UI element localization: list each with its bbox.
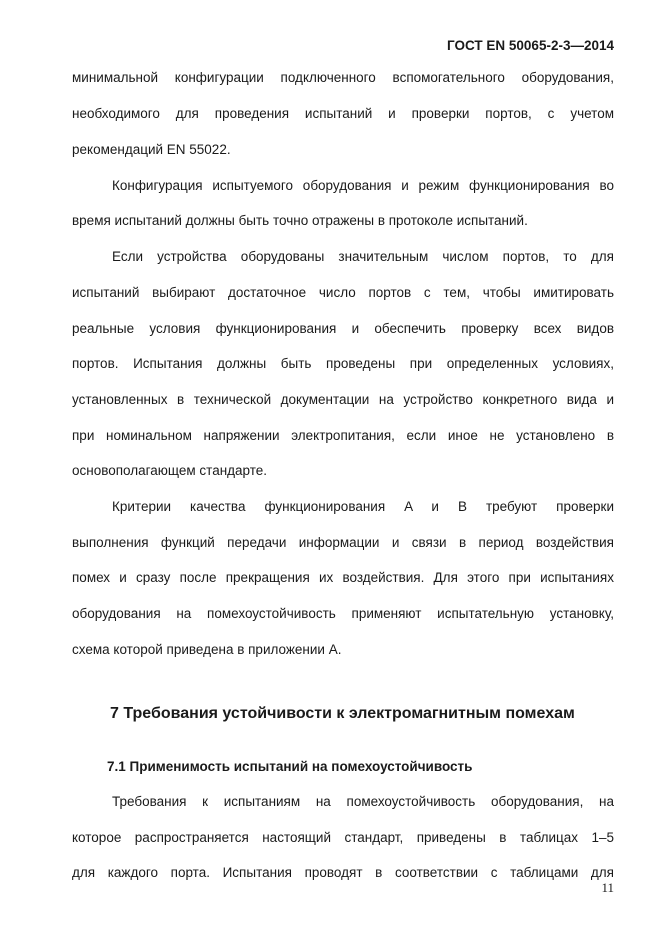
text-line: основополагающем стандарте. bbox=[72, 463, 268, 478]
text-line: при номинальном напряжении электропитания, если иное не установлено в bbox=[72, 428, 614, 443]
text-line: установленных в технической документации на устройство конкретного вида и bbox=[72, 392, 614, 407]
subsection-heading: 7.1 Применимость испытаний на помехоустойчивость bbox=[107, 759, 473, 774]
text-line: Критерии качества функционирования A и B требуют проверки bbox=[112, 499, 614, 514]
text-line: время испытаний должны быть точно отражены в протоколе испытаний. bbox=[72, 213, 528, 228]
page-number: 11 bbox=[601, 880, 614, 895]
text-line: портов. Испытания должны быть проведены при определенных условиях, bbox=[72, 356, 614, 371]
text-line: схема которой приведена в приложении А. bbox=[72, 642, 342, 657]
text-line: реальные условия функционирования и обеспечить проверку всех видов bbox=[72, 321, 614, 336]
text-line: выполнения функций передачи информации и связи в период воздействия bbox=[72, 535, 614, 550]
text-line: Конфигурация испытуемого оборудования и режим функционирования во bbox=[112, 178, 614, 193]
text-line: оборудования на помехоустойчивость применяют испытательную установку, bbox=[72, 606, 614, 621]
text-line: рекомендаций EN 55022. bbox=[72, 142, 231, 157]
text-line: испытаний выбирают достаточное число портов с тем, чтобы имитировать bbox=[72, 285, 614, 300]
text-line: минимальной конфигурации подключенного вспомогательного оборудования, bbox=[72, 70, 614, 85]
text-line: для каждого порта. Испытания проводят в соответствии с таблицами для bbox=[72, 865, 614, 880]
text-line: Если устройства оборудованы значительным числом портов, то для bbox=[112, 249, 614, 264]
text-line: необходимого для проведения испытаний и проверки портов, с учетом bbox=[72, 106, 614, 121]
text-line: Требования к испытаниям на помехоустойчивость оборудования, на bbox=[112, 794, 614, 809]
section-heading: 7 Требования устойчивости к электромагнитным помехам bbox=[110, 705, 575, 722]
document-code-header: ГОСТ EN 50065-2-3—2014 bbox=[447, 38, 614, 53]
text-line: которое распространяется настоящий стандарт, приведены в таблицах 1–5 bbox=[72, 830, 614, 845]
text-line: помех и сразу после прекращения их воздействия. Для этого при испытаниях bbox=[72, 570, 614, 585]
